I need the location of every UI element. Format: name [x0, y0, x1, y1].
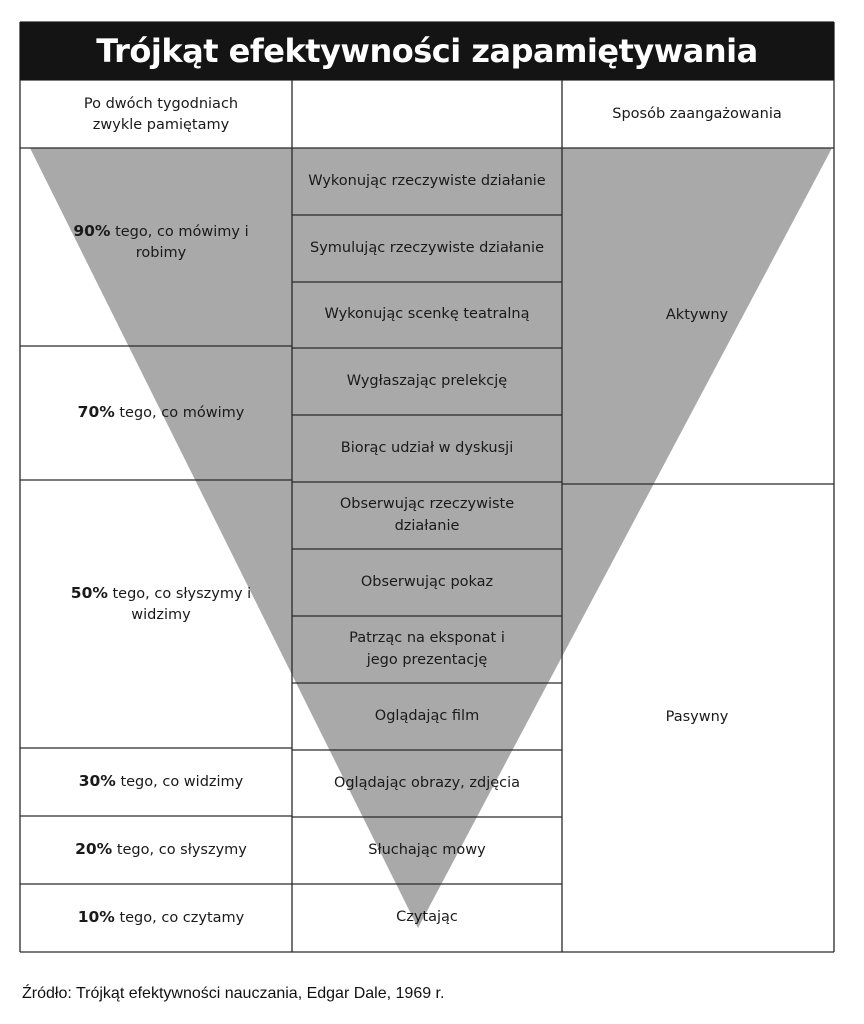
memory-percent: 50% [70, 583, 108, 602]
title-bar [20, 22, 834, 80]
memory-level-30 [30, 748, 292, 816]
activity-cell [292, 348, 562, 415]
page-title: Trójkąt efektywności zapamiętywania [96, 32, 758, 70]
activity-label: Biorąc udział w dyskusji [340, 439, 514, 456]
activity-label: Wykonując scenkę teatralną [324, 306, 530, 323]
activity-label: Wykonując rzeczywiste działanie [308, 172, 546, 189]
activity-label: Obserwując rzeczywiste działanie [339, 496, 515, 534]
memory-percent: 30% [78, 772, 116, 791]
memory-level-70 [30, 346, 292, 480]
activity-cell [292, 616, 562, 683]
header-engagement [562, 82, 832, 148]
activity-cell [292, 215, 562, 282]
memory-percent: 90% [73, 221, 111, 240]
header-memory [30, 82, 292, 148]
activity-label: Obserwując pokaz [360, 573, 494, 590]
activity-cell [292, 148, 562, 215]
activity-cell [292, 884, 562, 952]
memory-text: tego, co czytamy [119, 910, 245, 927]
activity-label: Symulując rzeczywiste działanie [309, 239, 544, 256]
memory-text: tego, co mówimy i robimy [115, 223, 249, 261]
engagement-passive-label: Pasywny [665, 709, 729, 726]
activity-label: Wygłaszając prelekcję [346, 372, 508, 389]
engagement-active-label: Aktywny [665, 307, 729, 324]
activity-cell [292, 683, 562, 750]
memory-text: tego, co mówimy [119, 405, 245, 422]
memory-text: tego, co słyszymy i widzimy [112, 585, 252, 623]
activity-label: Czytając [396, 909, 458, 926]
memory-level-10 [30, 884, 292, 952]
activity-label: Patrząc na eksponat i jego prezentację [349, 630, 505, 668]
engagement-passive [562, 484, 832, 952]
memory-percent: 10% [77, 908, 115, 927]
memory-text: tego, co słyszymy [116, 842, 247, 859]
memory-level-20 [30, 816, 292, 884]
header-engagement-label: Sposób zaangażowania [612, 106, 782, 123]
activity-cell [292, 750, 562, 817]
activity-cell [292, 482, 562, 549]
activity-cell [292, 415, 562, 482]
activity-label: Słuchając mowy [368, 841, 486, 858]
activity-label: Oglądając obrazy, zdjęcia [333, 774, 521, 791]
memory-percent: 20% [75, 840, 113, 859]
activity-cell [292, 282, 562, 348]
activity-label: Oglądając film [374, 707, 480, 724]
engagement-active [562, 148, 832, 484]
memory-percent: 70% [77, 403, 115, 422]
header-memory-label: Po dwóch tygodniach zwykle pamiętamy [83, 95, 239, 133]
memory-level-50 [30, 480, 292, 748]
activity-cell [292, 817, 562, 884]
source-caption: Źródło: Trójkąt efektywności nauczania, Edgar Dale, 1969 r. [22, 985, 445, 1002]
memory-level-90 [30, 148, 292, 346]
activity-cell [292, 549, 562, 616]
memory-text: tego, co widzimy [120, 774, 244, 791]
